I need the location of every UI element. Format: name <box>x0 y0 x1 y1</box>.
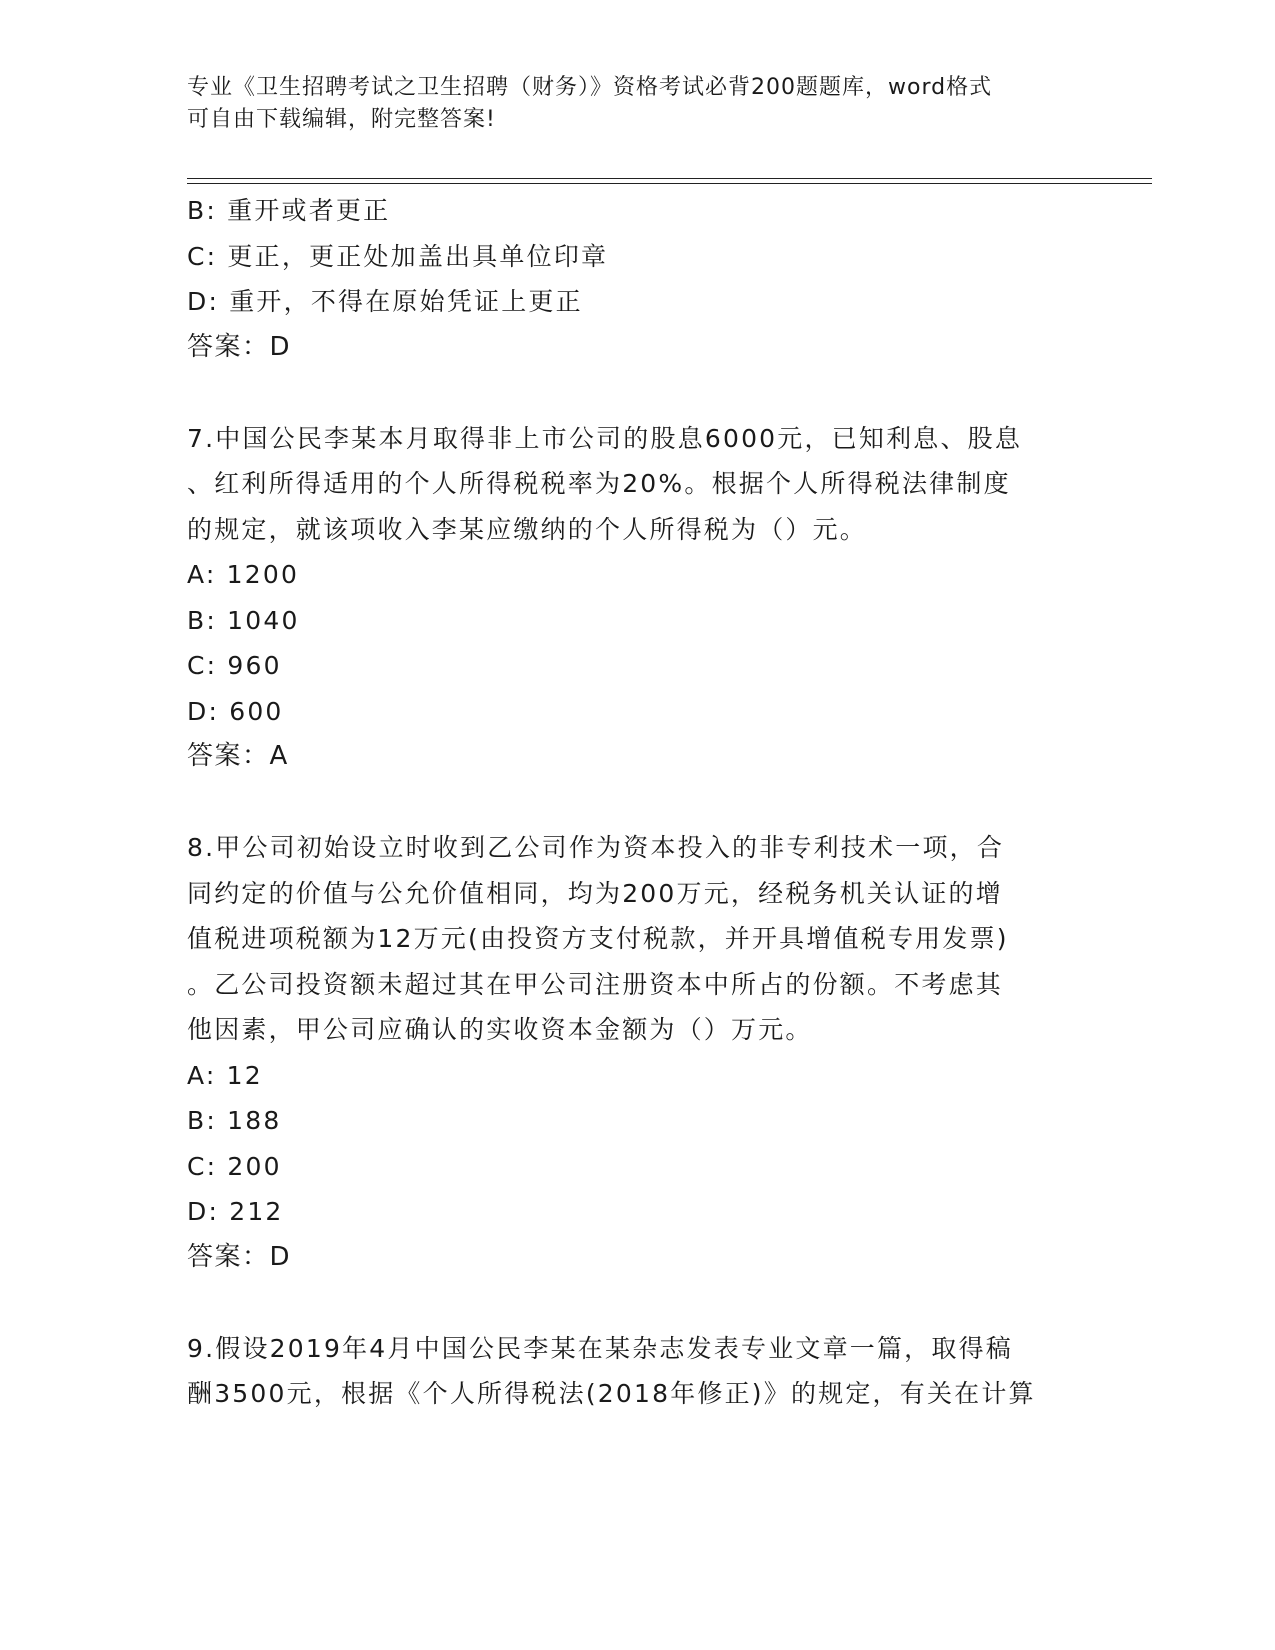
page-header <box>187 72 1067 136</box>
question-text-line: 7.中国公民李某本月取得非上市公司的股息6000元，已知利息、股息 <box>187 423 1023 453</box>
option-b: B: 重开或者更正 <box>187 196 391 225</box>
question-text-line: 值税进项税额为12万元(由投资方支付税款，并开具增值税专用发票) <box>187 924 1009 953</box>
spacer <box>187 370 1087 416</box>
question-text-line: 9.假设2019年4月中国公民李某在某杂志发表专业文章一篇，取得稿 <box>187 1333 1013 1363</box>
option-c: C: 960 <box>187 651 282 680</box>
option-c: C: 更正，更正处加盖出具单位印章 <box>187 241 609 271</box>
question-list <box>187 188 1087 1417</box>
option-a: A: 1200 <box>187 560 300 589</box>
option-d: D: 212 <box>187 1197 284 1226</box>
question-text-line: 他因素，甲公司应确认的实收资本金额为（）万元。 <box>187 1015 813 1044</box>
question-text-line: 酬3500元，根据《个人所得税法(2018年修正)》的规定，有关在计算 <box>187 1379 1036 1408</box>
header-rule-bottom <box>187 183 1152 184</box>
option-b: B: 188 <box>187 1106 282 1135</box>
answer: 答案：A <box>187 741 289 771</box>
spacer <box>187 1280 1087 1326</box>
question-9 <box>187 1326 1087 1417</box>
question-text-line: 同约定的价值与公允价值相同，均为200万元，经税务机关认证的增 <box>187 878 1003 908</box>
header-title-line-1: 专业《卫生招聘考试之卫生招聘（财务）》资格考试必背200题题库，word格式 <box>187 75 993 100</box>
question-text-line: 8.甲公司初始设立时收到乙公司作为资本投入的非专利技术一项，合 <box>187 833 1005 862</box>
spacer <box>187 780 1087 826</box>
question-8 <box>187 825 1087 1280</box>
option-b: B: 1040 <box>187 605 300 635</box>
header-title-line-2: 可自由下载编辑，附完整答案! <box>187 107 496 132</box>
question-6 <box>187 188 1087 370</box>
question-text-line: 的规定，就该项收入李某应缴纳的个人所得税为（）元。 <box>187 514 868 544</box>
question-text-line: 、红利所得适用的个人所得税税率为20%。根据个人所得税法律制度 <box>187 469 1011 498</box>
option-a: A: 12 <box>187 1060 263 1090</box>
option-d: D: 重开，不得在原始凭证上更正 <box>187 287 583 316</box>
question-text-line: 。乙公司投资额未超过其在甲公司注册资本中所占的份额。不考虑其 <box>187 969 1004 999</box>
option-c: C: 200 <box>187 1151 282 1181</box>
answer: 答案：D <box>187 1241 292 1272</box>
option-d: D: 600 <box>187 696 284 726</box>
answer: 答案：D <box>187 331 292 362</box>
question-7 <box>187 416 1087 780</box>
header-rule-top <box>187 178 1152 179</box>
